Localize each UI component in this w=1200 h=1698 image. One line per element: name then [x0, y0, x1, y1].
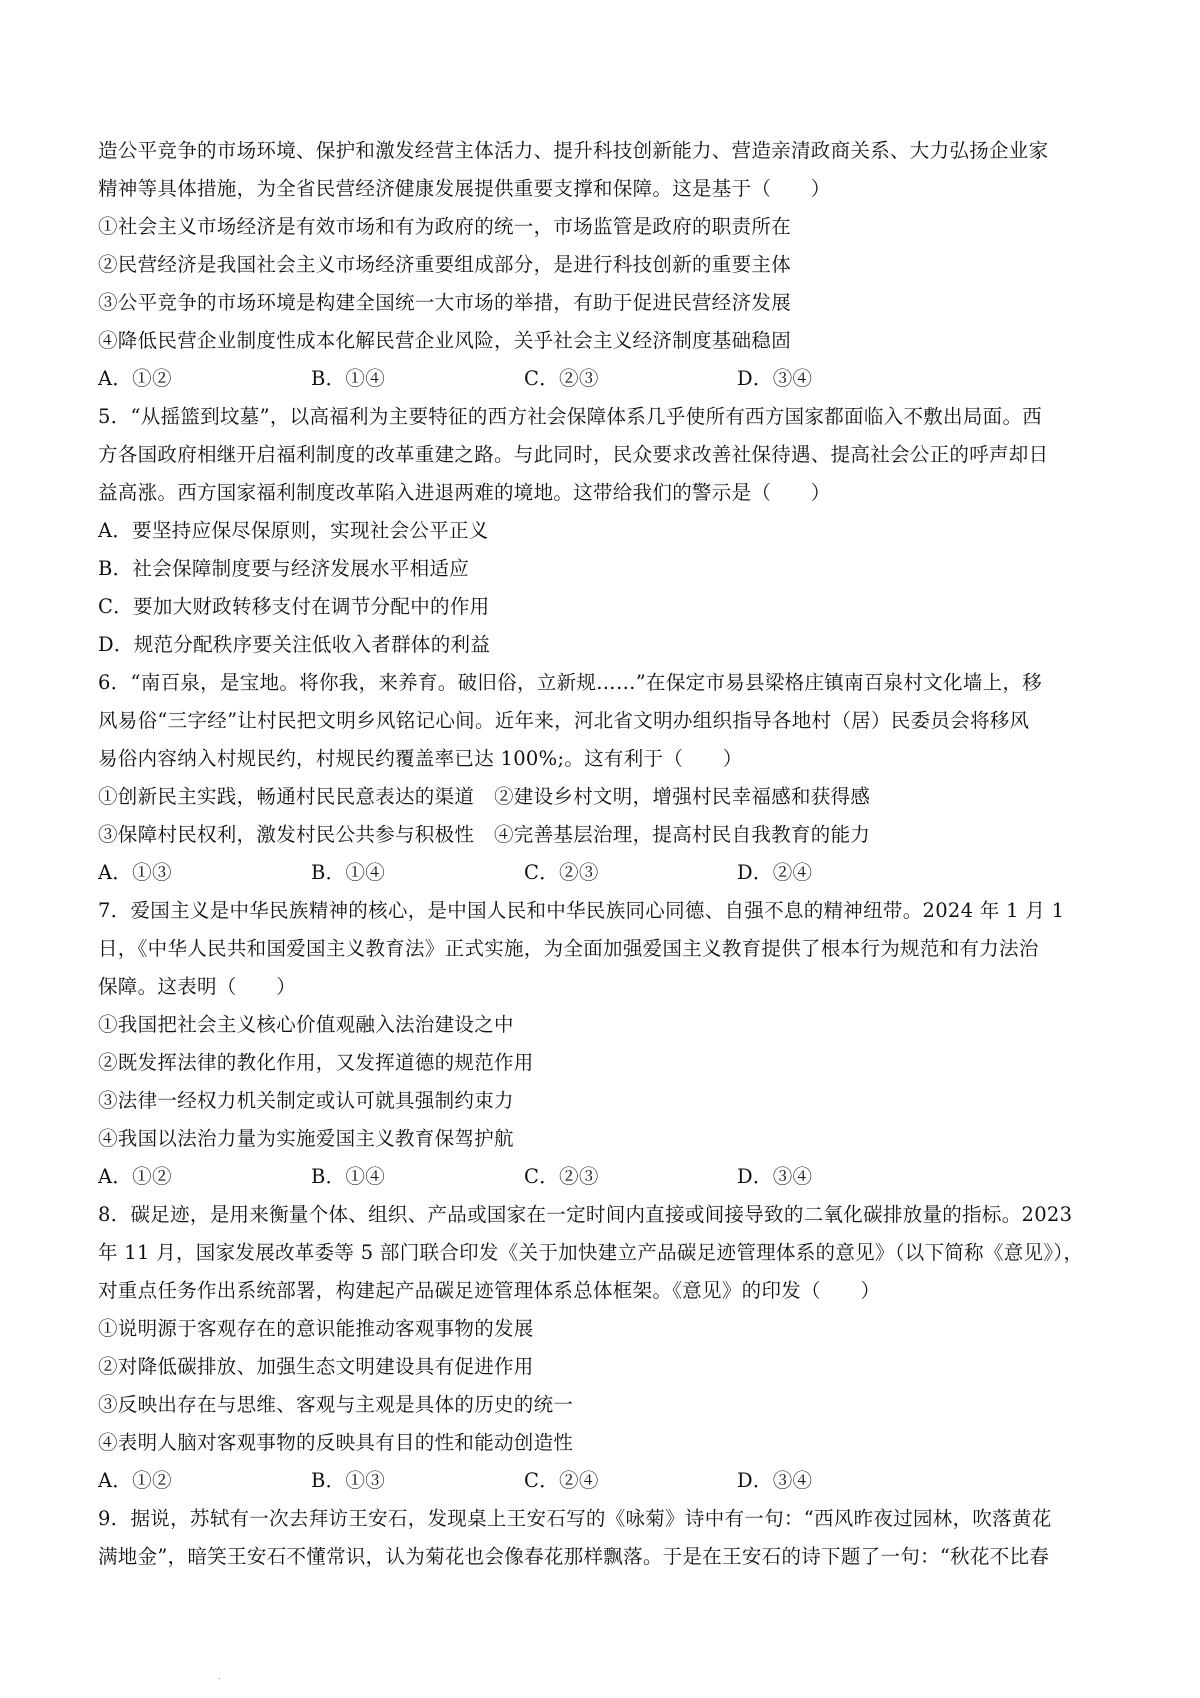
- question-7-stem-line: 保障。这表明（ ）: [98, 975, 297, 998]
- exam-content: [98, 132, 1118, 1576]
- question-4-statement-3: ③公平竞争的市场环境是构建全国统一大市场的举措，有助于促进民营经济发展: [98, 291, 792, 314]
- question-5-stem-line: 益高涨。西方国家福利制度改革陷入进退两难的境地。这带给我们的警示是（ ）: [98, 481, 831, 504]
- option-a: A．①②: [98, 367, 172, 390]
- option-c: C．②③: [524, 367, 599, 390]
- question-7-statement-4: ④我国以法治力量为实施爱国主义教育保驾护航: [98, 1127, 514, 1150]
- question-8-statement-1: ①说明源于客观存在的意识能推动客观事物的发展: [98, 1317, 534, 1340]
- question-8-stem-line: 年 11 月，国家发展改革委等 5 部门联合印发《关于加快建立产品碳足迹管理体系的意见》（以下简称《意见》），: [98, 1241, 1084, 1264]
- option-b: B．①④: [311, 367, 386, 390]
- question-6-statements-1-2: ①创新民主实践，畅通村民民意表达的渠道 ②建设乡村文明，增强村民幸福感和获得感: [98, 785, 871, 808]
- option-b: B．①④: [311, 861, 386, 884]
- question-5-stem-line: 5．“从摇篮到坟墓”，以高福利为主要特征的西方社会保障体系几乎使所有西方国家都面临入不敷出局面。西: [98, 405, 1043, 428]
- option-c: C．②③: [524, 1165, 599, 1188]
- question-6-stem-line: 风易俗“三字经”让村民把文明乡风铭记心间。近年来，河北省文明办组织指导各地村（居）民委员会将移风: [98, 709, 1030, 732]
- question-5-stem-line: 方各国政府相继开启福利制度的改革重建之路。与此同时，民众要求改善社保待遇、提高社会公正的呼声却日: [98, 443, 1049, 466]
- question-4-stem-line: 造公平竞争的市场环境、保护和激发经营主体活力、提升科技创新能力、营造亲清政商关系、大力弘扬企业家: [98, 139, 1049, 162]
- question-5: [98, 398, 1118, 664]
- question-9: [98, 1500, 1118, 1576]
- question-4-options: [98, 360, 1118, 398]
- option-d: D．③④: [737, 367, 813, 390]
- question-8-statement-2: ②对降低碳排放、加强生态文明建设具有促进作用: [98, 1355, 534, 1378]
- question-4-statement-1: ①社会主义市场经济是有效市场和有为政府的统一，市场监管是政府的职责所在: [98, 215, 792, 238]
- question-7-stem-line: 7．爱国主义是中华民族精神的核心，是中国人民和中华民族同心同德、自强不息的精神纽带。2024 年 1 月 1: [98, 899, 1065, 922]
- question-7-statement-3: ③法律一经权力机关制定或认可就具强制约束力: [98, 1089, 514, 1112]
- question-7-options: [98, 1158, 1118, 1196]
- question-8: [98, 1196, 1118, 1500]
- option-a: A．①②: [98, 1469, 172, 1492]
- question-6-statements-3-4: ③保障村民权利，激发村民公共参与积极性 ④完善基层治理，提高村民自我教育的能力: [98, 823, 871, 846]
- option-b: B．①③: [311, 1469, 386, 1492]
- option-b: B．社会保障制度要与经济发展水平相适应: [98, 557, 470, 580]
- footer-mark: .: [218, 1672, 221, 1681]
- option-c: C．要加大财政转移支付在调节分配中的作用: [98, 595, 490, 618]
- question-8-stem-line: 对重点任务作出系统部署，构建起产品碳足迹管理体系总体框架。《意见》的印发（ ）: [98, 1279, 881, 1302]
- option-d: D．规范分配秩序要关注低收入者群体的利益: [98, 633, 491, 656]
- option-c: C．②④: [524, 1469, 599, 1492]
- question-8-statement-3: ③反映出存在与思维、客观与主观是具体的历史的统一: [98, 1393, 574, 1416]
- question-4-stem-line: 精神等具体措施，为全省民营经济健康发展提供重要支撑和保障。这是基于（ ）: [98, 177, 831, 200]
- option-b: B．①④: [311, 1165, 386, 1188]
- option-d: D．③④: [737, 1165, 813, 1188]
- question-9-stem-line: 9．据说，苏轼有一次去拜访王安石，发现桌上王安石写的《咏菊》诗中有一句：“西风昨夜过园林，吹落黄花: [98, 1507, 1052, 1530]
- option-d: D．②④: [737, 861, 813, 884]
- question-4-statement-2: ②民营经济是我国社会主义市场经济重要组成部分，是进行科技创新的重要主体: [98, 253, 792, 276]
- question-6: [98, 664, 1118, 892]
- question-7-statement-2: ②既发挥法律的教化作用，又发挥道德的规范作用: [98, 1051, 534, 1074]
- question-7-stem-line: 日，《中华人民共和国爱国主义教育法》正式实施，为全面加强爱国主义教育提供了根本行为规范和有力法治: [98, 937, 1039, 960]
- option-c: C．②③: [524, 861, 599, 884]
- question-4: [98, 132, 1118, 398]
- question-6-stem-line: 6．“南百泉，是宝地。将你我，来养育。破旧俗，立新规……”在保定市易县梁格庄镇南百泉村文化墙上，移: [98, 671, 1043, 694]
- question-8-statement-4: ④表明人脑对客观事物的反映具有目的性和能动创造性: [98, 1431, 574, 1454]
- question-6-stem-line: 易俗内容纳入村规民约，村规民约覆盖率已达 100%;。这有利于（ ）: [98, 747, 743, 770]
- question-7-statement-1: ①我国把社会主义核心价值观融入法治建设之中: [98, 1013, 514, 1036]
- option-a: A．①③: [98, 861, 172, 884]
- question-7: [98, 892, 1118, 1196]
- option-a: A．要坚持应保尽保原则，实现社会公平正义: [98, 519, 489, 542]
- question-6-options: [98, 854, 1118, 892]
- question-8-options: [98, 1462, 1118, 1500]
- option-d: D．③④: [737, 1469, 813, 1492]
- question-4-statement-4: ④降低民营企业制度性成本化解民营企业风险，关乎社会主义经济制度基础稳固: [98, 329, 792, 352]
- question-9-stem-line: 满地金”，暗笑王安石不懂常识，认为菊花也会像春花那样飘落。于是在王安石的诗下题了一句：“秋花不比春: [98, 1545, 1050, 1568]
- question-8-stem-line: 8．碳足迹，是用来衡量个体、组织、产品或国家在一定时间内直接或间接导致的二氧化碳排放量的指标。2023: [98, 1203, 1073, 1226]
- option-a: A．①②: [98, 1165, 172, 1188]
